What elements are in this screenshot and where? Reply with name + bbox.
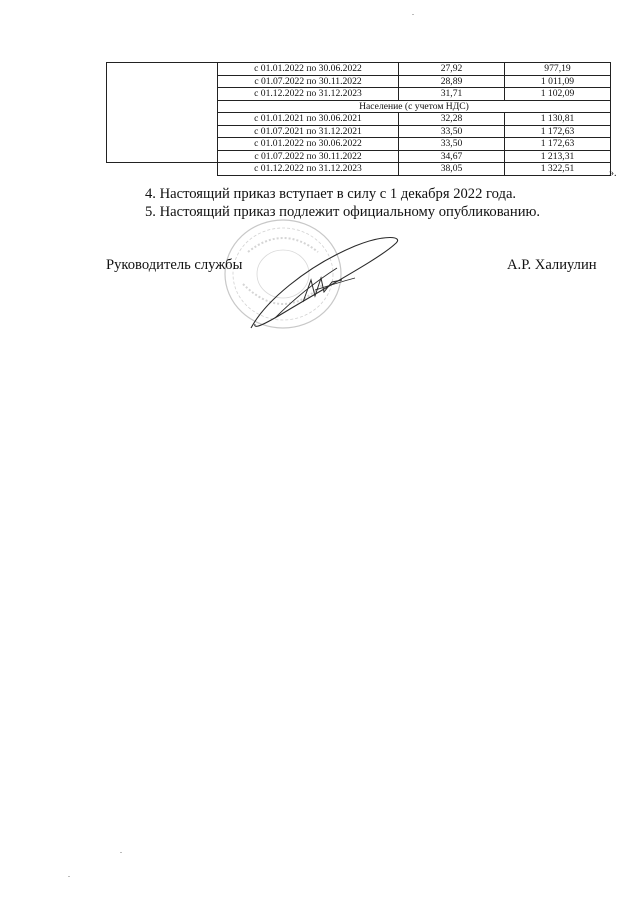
value-cell: 34,67 [399, 150, 505, 163]
value-cell: 33,50 [399, 125, 505, 138]
value-cell: 1 322,51 [505, 163, 611, 176]
merged-empty-cell-tail [107, 163, 218, 176]
value-cell: 977,19 [505, 63, 611, 76]
table-row [107, 63, 611, 76]
period-cell: с 01.07.2022 по 30.11.2022 [218, 75, 399, 88]
period-cell: с 01.01.2022 по 30.06.2022 [218, 63, 399, 76]
period-cell: с 01.01.2021 по 30.06.2021 [218, 113, 399, 126]
value-cell: 1 172,63 [505, 125, 611, 138]
closing-quote: ». [609, 168, 617, 179]
merged-empty-cell [107, 63, 218, 163]
section-header: Население (с учетом НДС) [218, 100, 611, 113]
clause-4: 4. Настоящий приказ вступает в силу с 1 декабря 2022 года. [145, 186, 517, 202]
tariff-table [106, 62, 611, 176]
value-cell: 1 130,81 [505, 113, 611, 126]
value-cell: 1 172,63 [505, 138, 611, 151]
value-cell: 1 102,09 [505, 88, 611, 101]
period-cell: с 01.07.2022 по 30.11.2022 [218, 150, 399, 163]
scan-speck [120, 852, 122, 853]
clause-5: 5. Настоящий приказ подлежит официальному опубликованию. [145, 204, 541, 220]
value-cell: 38,05 [399, 163, 505, 176]
signature-icon [245, 232, 405, 332]
value-cell: 1 213,31 [505, 150, 611, 163]
scan-speck [412, 14, 414, 15]
period-cell: с 01.07.2021 по 31.12.2021 [218, 125, 399, 138]
scan-speck [68, 876, 70, 877]
period-cell: с 01.12.2022 по 31.12.2023 [218, 163, 399, 176]
period-cell: с 01.01.2022 по 30.06.2022 [218, 138, 399, 151]
value-cell: 31,71 [399, 88, 505, 101]
period-cell: с 01.12.2022 по 31.12.2023 [218, 88, 399, 101]
value-cell: 27,92 [399, 63, 505, 76]
value-cell: 32,28 [399, 113, 505, 126]
table-row [107, 163, 611, 176]
signatory-name: А.Р. Халиулин [507, 257, 597, 273]
value-cell: 33,50 [399, 138, 505, 151]
signatory-role: Руководитель службы [106, 257, 243, 273]
value-cell: 28,89 [399, 75, 505, 88]
value-cell: 1 011,09 [505, 75, 611, 88]
